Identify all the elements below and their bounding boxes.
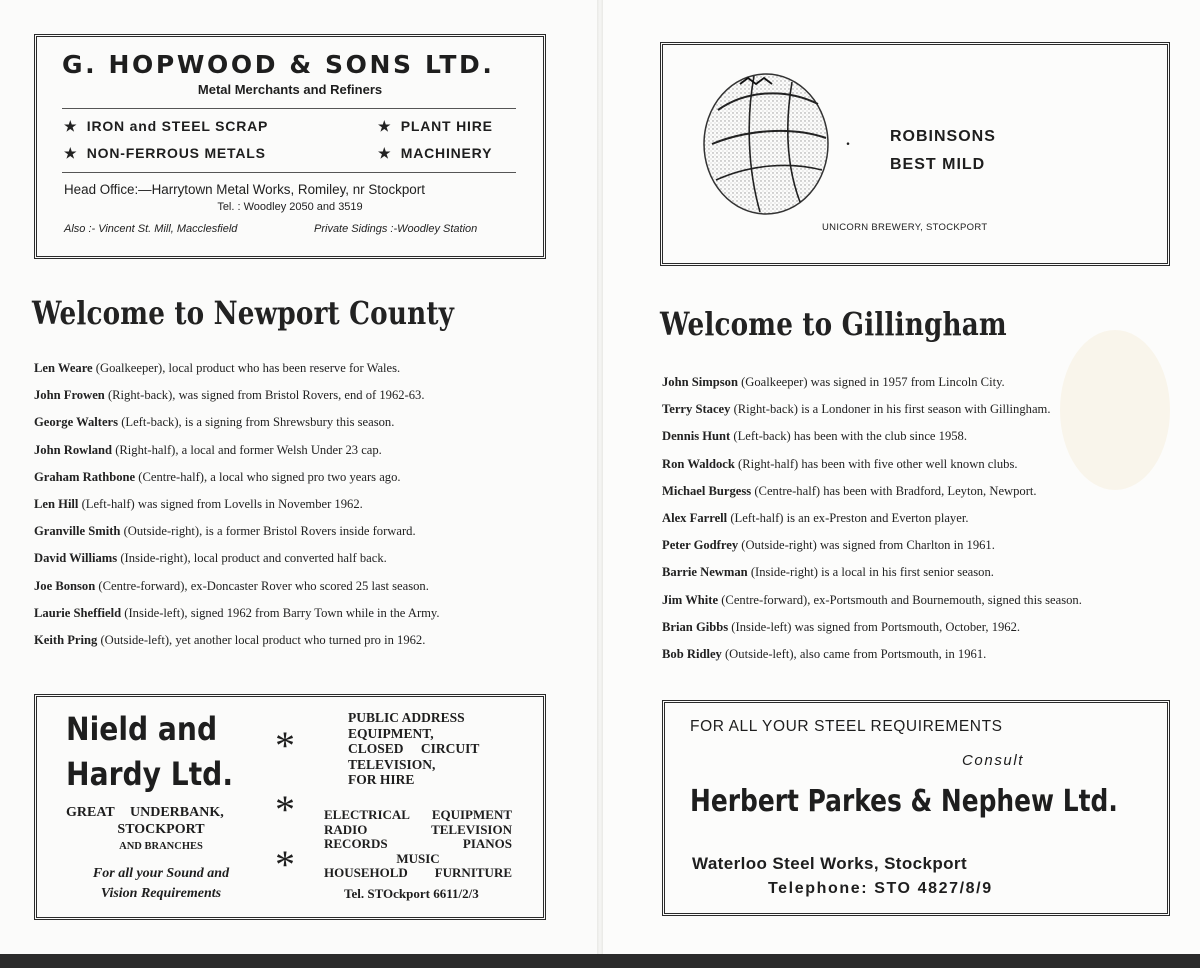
- football-illustration: [696, 60, 836, 220]
- list-item: John Frowen (Right-back), was signed from Bristol Rovers, end of 1962-63.: [34, 388, 425, 403]
- hopwood-service-3: ★ PLANT HIRE: [378, 118, 493, 134]
- gillingham-player-list: [662, 372, 1082, 671]
- parkes-tel: Telephone: STO 4827/8/9: [768, 880, 993, 897]
- star-icon: ★: [64, 145, 78, 161]
- hopwood-divider-top: [62, 108, 516, 109]
- robinsons-line1: ROBINSONS: [890, 128, 996, 145]
- list-item: Michael Burgess (Centre-half) has been with Bradford, Leyton, Newport.: [662, 483, 1037, 498]
- page-fold: [597, 0, 603, 968]
- newport-player-list: [34, 358, 440, 657]
- list-item: Bob Ridley (Outside-left), also came from Portsmouth, in 1961.: [662, 646, 987, 661]
- nield-pa-list: PUBLIC ADDRESS EQUIPMENT, CLOSED CIRCUIT TELEVISION, FOR HIRE: [348, 710, 480, 787]
- hopwood-sidings: Private Sidings :-Woodley Station: [314, 223, 478, 235]
- robinsons-line2: BEST MILD: [890, 156, 986, 173]
- list-item: Len Weare (Goalkeeper), local product who has been reserve for Wales.: [34, 361, 401, 375]
- nield-name-line1: Nield and: [66, 710, 218, 748]
- list-item: David Williams (Inside-right), local product and converted half back.: [34, 551, 387, 566]
- list-item: Keith Pring (Outside-left), yet another local product who turned pro in 1962.: [34, 632, 426, 647]
- list-item: Joe Bonson (Centre-forward), ex-Doncaster Rover who scored 25 last season.: [34, 578, 429, 593]
- asterisk-icon: *: [275, 787, 295, 832]
- list-item: Peter Godfrey (Outside-right) was signed from Charlton in 1961.: [662, 538, 995, 553]
- list-item: Jim White (Centre-forward), ex-Portsmouth and Bournemouth, signed this season.: [662, 592, 1082, 607]
- asterisk-icon: *: [275, 842, 295, 887]
- list-item: John Rowland (Right-half), a local and former Welsh Under 23 cap.: [34, 442, 382, 457]
- hopwood-service-2: ★ NON-FERROUS METALS: [64, 145, 266, 161]
- newport-welcome-title: Welcome to Newport County: [32, 294, 455, 332]
- list-item: Granville Smith (Outside-right), is a former Bristol Rovers inside forward.: [34, 524, 416, 539]
- list-item: John Simpson (Goalkeeper) was signed in 1957 from Lincoln City.: [662, 375, 1005, 389]
- list-item: Barrie Newman (Inside-right) is a local in his first senior season.: [662, 565, 994, 580]
- list-item: Ron Waldock (Right-half) has been with five other well known clubs.: [662, 456, 1018, 471]
- gillingham-welcome-title: Welcome to Gillingham: [660, 305, 1007, 343]
- star-icon: ★: [378, 145, 392, 161]
- list-item: Laurie Sheffield (Inside-left), signed 1962 from Barry Town while in the Army.: [34, 605, 440, 620]
- asterisk-icon: *: [275, 723, 295, 768]
- star-icon: ★: [64, 118, 78, 134]
- hopwood-tagline: Metal Merchants and Refiners: [197, 82, 383, 97]
- nield-slogan-1: For all your Sound and: [92, 866, 230, 881]
- nield-tel: Tel. STOckport 6611/2/3: [344, 886, 479, 901]
- list-item: Alex Farrell (Left-half) is an ex-Preston and Everton player.: [662, 510, 969, 525]
- list-item: Dennis Hunt (Left-back) has been with the club since 1958.: [662, 429, 967, 444]
- hopwood-service-1: ★ IRON and STEEL SCRAP: [64, 118, 269, 134]
- list-item: Graham Rathbone (Centre-half), a local who signed pro two years ago.: [34, 469, 401, 484]
- hopwood-head-office: Head Office:—Harrytown Metal Works, Romiley, nr Stockport: [64, 182, 425, 197]
- hopwood-tel: Tel. : Woodley 2050 and 3519: [217, 201, 363, 213]
- hopwood-service-4: ★ MACHINERY: [378, 145, 493, 161]
- list-item: Brian Gibbs (Inside-left) was signed from Portsmouth, October, 1962.: [662, 619, 1021, 634]
- list-item: Len Hill (Left-half) was signed from Lovells in November 1962.: [34, 496, 363, 511]
- parkes-works: Waterloo Steel Works, Stockport: [692, 854, 968, 873]
- robinsons-brewery: UNICORN BREWERY, STOCKPORT: [822, 222, 988, 233]
- parkes-company-name: Herbert Parkes & Nephew Ltd.: [690, 784, 1118, 819]
- hopwood-company-name: G. HOPWOOD & SONS LTD.: [62, 50, 495, 79]
- nield-slogan-2: Vision Requirements: [100, 886, 222, 901]
- nield-address-2: STOCKPORT: [117, 822, 205, 837]
- list-item: Terry Stacey (Right-back) is a Londoner in his first season with Gillingham.: [662, 402, 1051, 417]
- parkes-line1: FOR ALL YOUR STEEL REQUIREMENTS: [690, 718, 1003, 735]
- parkes-consult: Consult: [962, 752, 1025, 769]
- hopwood-divider-bottom: [62, 172, 516, 173]
- nield-address-1: GREAT UNDERBANK,: [66, 805, 224, 820]
- nield-name-line2: Hardy Ltd.: [66, 755, 234, 793]
- nield-equipment-list: ELECTRICAL EQUIPMENT RADIO TELEVISION RECORDS PIANOS MUSIC HOUSEHOLD FURNITURE: [324, 807, 512, 880]
- decorative-dot: .: [846, 132, 850, 149]
- list-item: George Walters (Left-back), is a signing from Shrewsbury this season.: [34, 415, 395, 430]
- hopwood-also: Also :- Vincent St. Mill, Macclesfield: [64, 223, 238, 235]
- scanner-edge: [0, 954, 1200, 968]
- star-icon: ★: [378, 118, 392, 134]
- nield-address-3: AND BRANCHES: [119, 841, 203, 852]
